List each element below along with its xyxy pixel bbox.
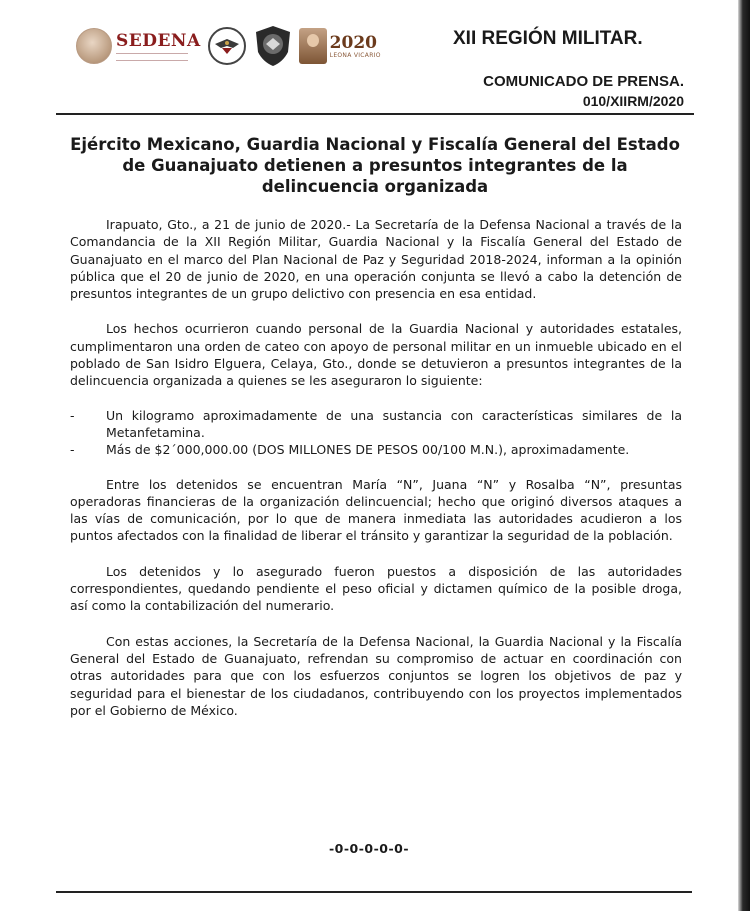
list-dash: -: [70, 407, 75, 423]
list-dash: -: [70, 442, 75, 458]
region-heading: XII REGIÓN MILITAR.: [453, 28, 643, 49]
list-item-text: Un kilogramo aproximadamente de una sustancia con características similares de la Metanfetamina.: [106, 407, 682, 440]
paragraph-events: Los hechos ocurrieron cuando personal de la Guardia Nacional y autoridades estatales, cumplimentaron una orden de cateo con apoyo de personal militar en un inmueble ubicado en el poblado de San Isidro Elguera, Celaya, Gto., donde se detuvieron a presuntos integrantes de la delincuencia organizada a quienes se les aseguraron lo siguiente:: [70, 321, 682, 389]
document-body: [70, 216, 682, 719]
government-seal-logo: [76, 28, 112, 64]
seized-items-list: [70, 407, 682, 459]
paragraph-conclusion: Con estas acciones, la Secretaría de la Defensa Nacional, la Guardia Nacional y la Fiscalía General del Estado de Guanajuato, refrendan su compromiso de actuar en coordinación con otras autoridades para que con los esfuerzos conjuntos se logren los objetivos de paz y seguridad para el bienestar de los ciudadanos, contribuyendo con los proyectos implementados por el Gobierno de México.: [70, 633, 682, 718]
sedena-subtitle-lines: [116, 53, 188, 61]
page-edge-shadow: [738, 0, 750, 911]
guardia-nacional-shield-logo: [253, 24, 293, 68]
paragraph-detainees: Entre los detenidos se encuentran María “N”, Juana “N” y Rosalba “N”, presuntas operadoras financieras de la organización delincuencial; hecho que originó diversos ataques a las vías de comunicación, por lo que de manera inmediata las autoridades acudieron a los puntos afectados con la finalidad de liberar el tránsito y garantizar la seguridad de la población.: [70, 476, 682, 544]
year-logo: [299, 28, 381, 64]
military-eagle-logo: [207, 26, 247, 66]
press-release-label: COMUNICADO DE PRENSA.: [483, 73, 684, 90]
paragraph-intro: Irapuato, Gto., a 21 de junio de 2020.- La Secretaría de la Defensa Nacional a través de la Comandancia de la XII Región Militar, Guardia Nacional y la Fiscalía General del Estado de Guanajuato en el marco del Plan Nacional de Paz y Seguridad 2018-2024, informan a la opinión pública que el 20 de junio de 2020, en una operación conjunta se llevó a cabo la detención de presuntos integrantes de un grupo delictivo con presencia en esa entidad.: [70, 217, 682, 302]
sedena-logo: [116, 32, 201, 61]
header-divider: [56, 113, 694, 115]
portrait-logo: [299, 28, 327, 64]
closing-mark: -0-0-0-0-0-: [328, 841, 410, 856]
document-header: [0, 0, 738, 120]
year-wordmark: 2020: [329, 32, 377, 53]
press-release-number: 010/XIIRM/2020: [582, 93, 684, 109]
list-item-text: Más de $2´000,000.00 (DOS MILLONES DE PESOS 00/100 M.N.), aproximadamente.: [106, 442, 630, 458]
paragraph-disposition: Los detenidos y lo asegurado fueron puestos a disposición de las autoridades correspondientes, quedando pendiente el peso oficial y dictamen químico de la posible droga, así como la contabilización del numerario.: [70, 563, 682, 614]
list-item: [70, 441, 682, 458]
logo-strip: [76, 24, 381, 68]
document-title: Ejército Mexicano, Guardia Nacional y Fiscalía General del Estado de Guanajuato detienen a presuntos integrantes de la delincuencia organizada: [70, 135, 680, 196]
list-item: [70, 407, 682, 442]
year-subtitle: LEONA VICARIO: [329, 51, 381, 59]
sedena-wordmark: SEDENA: [116, 30, 201, 51]
footer-divider: [56, 891, 692, 893]
